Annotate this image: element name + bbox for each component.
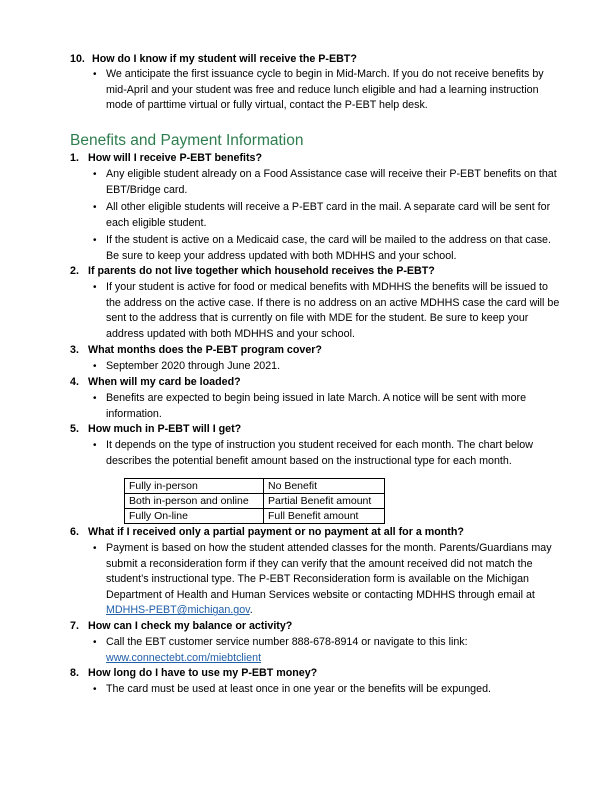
bullet: Payment is based on how the student attended classes for the month. Parents/Guardians may submit a reconsideration form if they can verify that the amount received did not match the student’s instructional type. The P-EBT Reconsideration form is available on the Michigan Department of Health and Human Services website or contacting MDHHS through email at MDHHS-PEBT@michigan.gov.	[106, 542, 552, 617]
table-row: Fully On-line Full Benefit amount	[125, 509, 385, 524]
bullet: • We anticipate the first issuance cycle to begin in Mid-March. If you do not receive benefits by mid-April and your student was free and reduce lunch eligible and had a learning instruction mode of parttime virtual or fully virtual, contact the P-EBT help desk.	[93, 68, 544, 112]
document-page: 10. How do I know if my student will receive the P-EBT? • We anticipate the first issuance cycle to begin in Mid-March. If you do not receive benefits by mid-April and your student was free and reduce lunch eligible and had a learning instruction mode of parttime virtual or fully virtual, contact the P-EBT help desk. Benefits and Payment Information 1. How will I receive P-EBT benefits? • Any eligible student already on a Food Assistance case will receive their P-EBT benefits on that EBT/Bridge card. • All other eligible students will receive a P-EBT card in the mail. A separate card will be sent for each eligible student. • If the student is active on a Medicaid case, the card will be mailed to the address on that case. Be sure to keep your address updated with both MDHHS and your school. 2. If parents do not live together which household receives the P-EBT? • If your student is active for food or medical benefits with MDHHS the benefits will be issued to the address on the active case. If there is no address on an active MDHHS case the card will be sent to the address that is currently on file with MDE for the student. Be sure to keep your address updated with both MDHHS and your school. 3. What months does the P-EBT program cover? • September 2020 through June 2021. 4. When will my card be loaded? • Benefits are expected to begin being issued in late March. A notice will be sent with more information. 5. How much in P-EBT will I get? • It depends on the type of instruction you student received for each month. The chart below describes the potential benefit amount based on the instructional type for each month. Fully in-person No Benefit Both in-person and online Partial Benefit amount Fully On-line Full Benefit amount 6. What if I received only a partial payment or no payment at all for a month? • Payment is based on how the student attended classes for the month. Parents/Guardians may submit a reconsideration form if they can verify that the amount received did not match the student’s instructional type. The P-EBT Reconsideration form is available on the Michigan Department of Health and Human Services website or contacting MDHHS through email at MDHHS-PEBT@michigan.gov. 7. How can I check my balance or activity? • Call the EBT customer service number 888-678-8914 or navigate to this link: www.connectebt.com/miebtclient 8. How long do I have to use my P-EBT money? • The card must be used at least once in one year or the benefits will be expunged.	[0, 0, 612, 792]
table-row: Both in-person and online Partial Benefit amount	[125, 494, 385, 509]
bullet: Benefits are expected to begin being issued in late March. A notice will be sent with more information.	[106, 392, 527, 420]
bullet: If the student is active on a Medicaid case, the card will be mailed to the address on that case. Be sure to keep your address updated with both MDHHS and your school.	[106, 234, 551, 262]
question-6: 6. What if I received only a partial payment or no payment at all for a month?	[70, 526, 464, 538]
bullet: Any eligible student already on a Food Assistance case will receive their P-EBT benefits on that EBT/Bridge card.	[106, 168, 557, 196]
question-5: 5. How much in P-EBT will I get?	[70, 423, 242, 435]
ebt-link[interactable]: www.connectebt.com/miebtclient	[106, 651, 262, 664]
question-4: 4. When will my card be loaded?	[70, 376, 241, 388]
question-2: 2. If parents do not live together which household receives the P-EBT?	[70, 265, 435, 277]
bullet: September 2020 through June 2021.	[106, 360, 281, 372]
bullet: Call the EBT customer service number 888-678-8914 or navigate to this link: www.connectebt.com/miebtclient	[106, 636, 468, 664]
question-10: 10. How do I know if my student will receive the P-EBT?	[70, 53, 357, 65]
question-7: 7. How can I check my balance or activity?	[70, 620, 293, 632]
email-link[interactable]: MDHHS-PEBT@michigan.gov	[106, 604, 250, 617]
bullet: The card must be used at least once in one year or the benefits will be expunged.	[106, 683, 491, 695]
bullet: All other eligible students will receive a P-EBT card in the mail. A separate card will be sent for each eligible student.	[106, 201, 551, 229]
section-heading: Benefits and Payment Information	[70, 132, 304, 149]
question-1: 1. How will I receive P-EBT benefits?	[70, 152, 263, 164]
table-row: Fully in-person No Benefit	[125, 479, 385, 494]
bullet: It depends on the type of instruction you student received for each month. The chart below describes the potential benefit amount based on the instructional type for each month.	[106, 439, 533, 467]
benefit-table	[124, 478, 385, 524]
question-3: 3. What months does the P-EBT program cover?	[70, 344, 322, 356]
bullet: If your student is active for food or medical benefits with MDHHS the benefits will be issued to the address on the active case. If there is no address on an active MDHHS case the card will be sent to the address that is currently on file with MDE for the student. Be sure to keep your address updated with both MDHHS and your school.	[106, 281, 560, 340]
question-8: 8. How long do I have to use my P-EBT money?	[70, 667, 318, 679]
